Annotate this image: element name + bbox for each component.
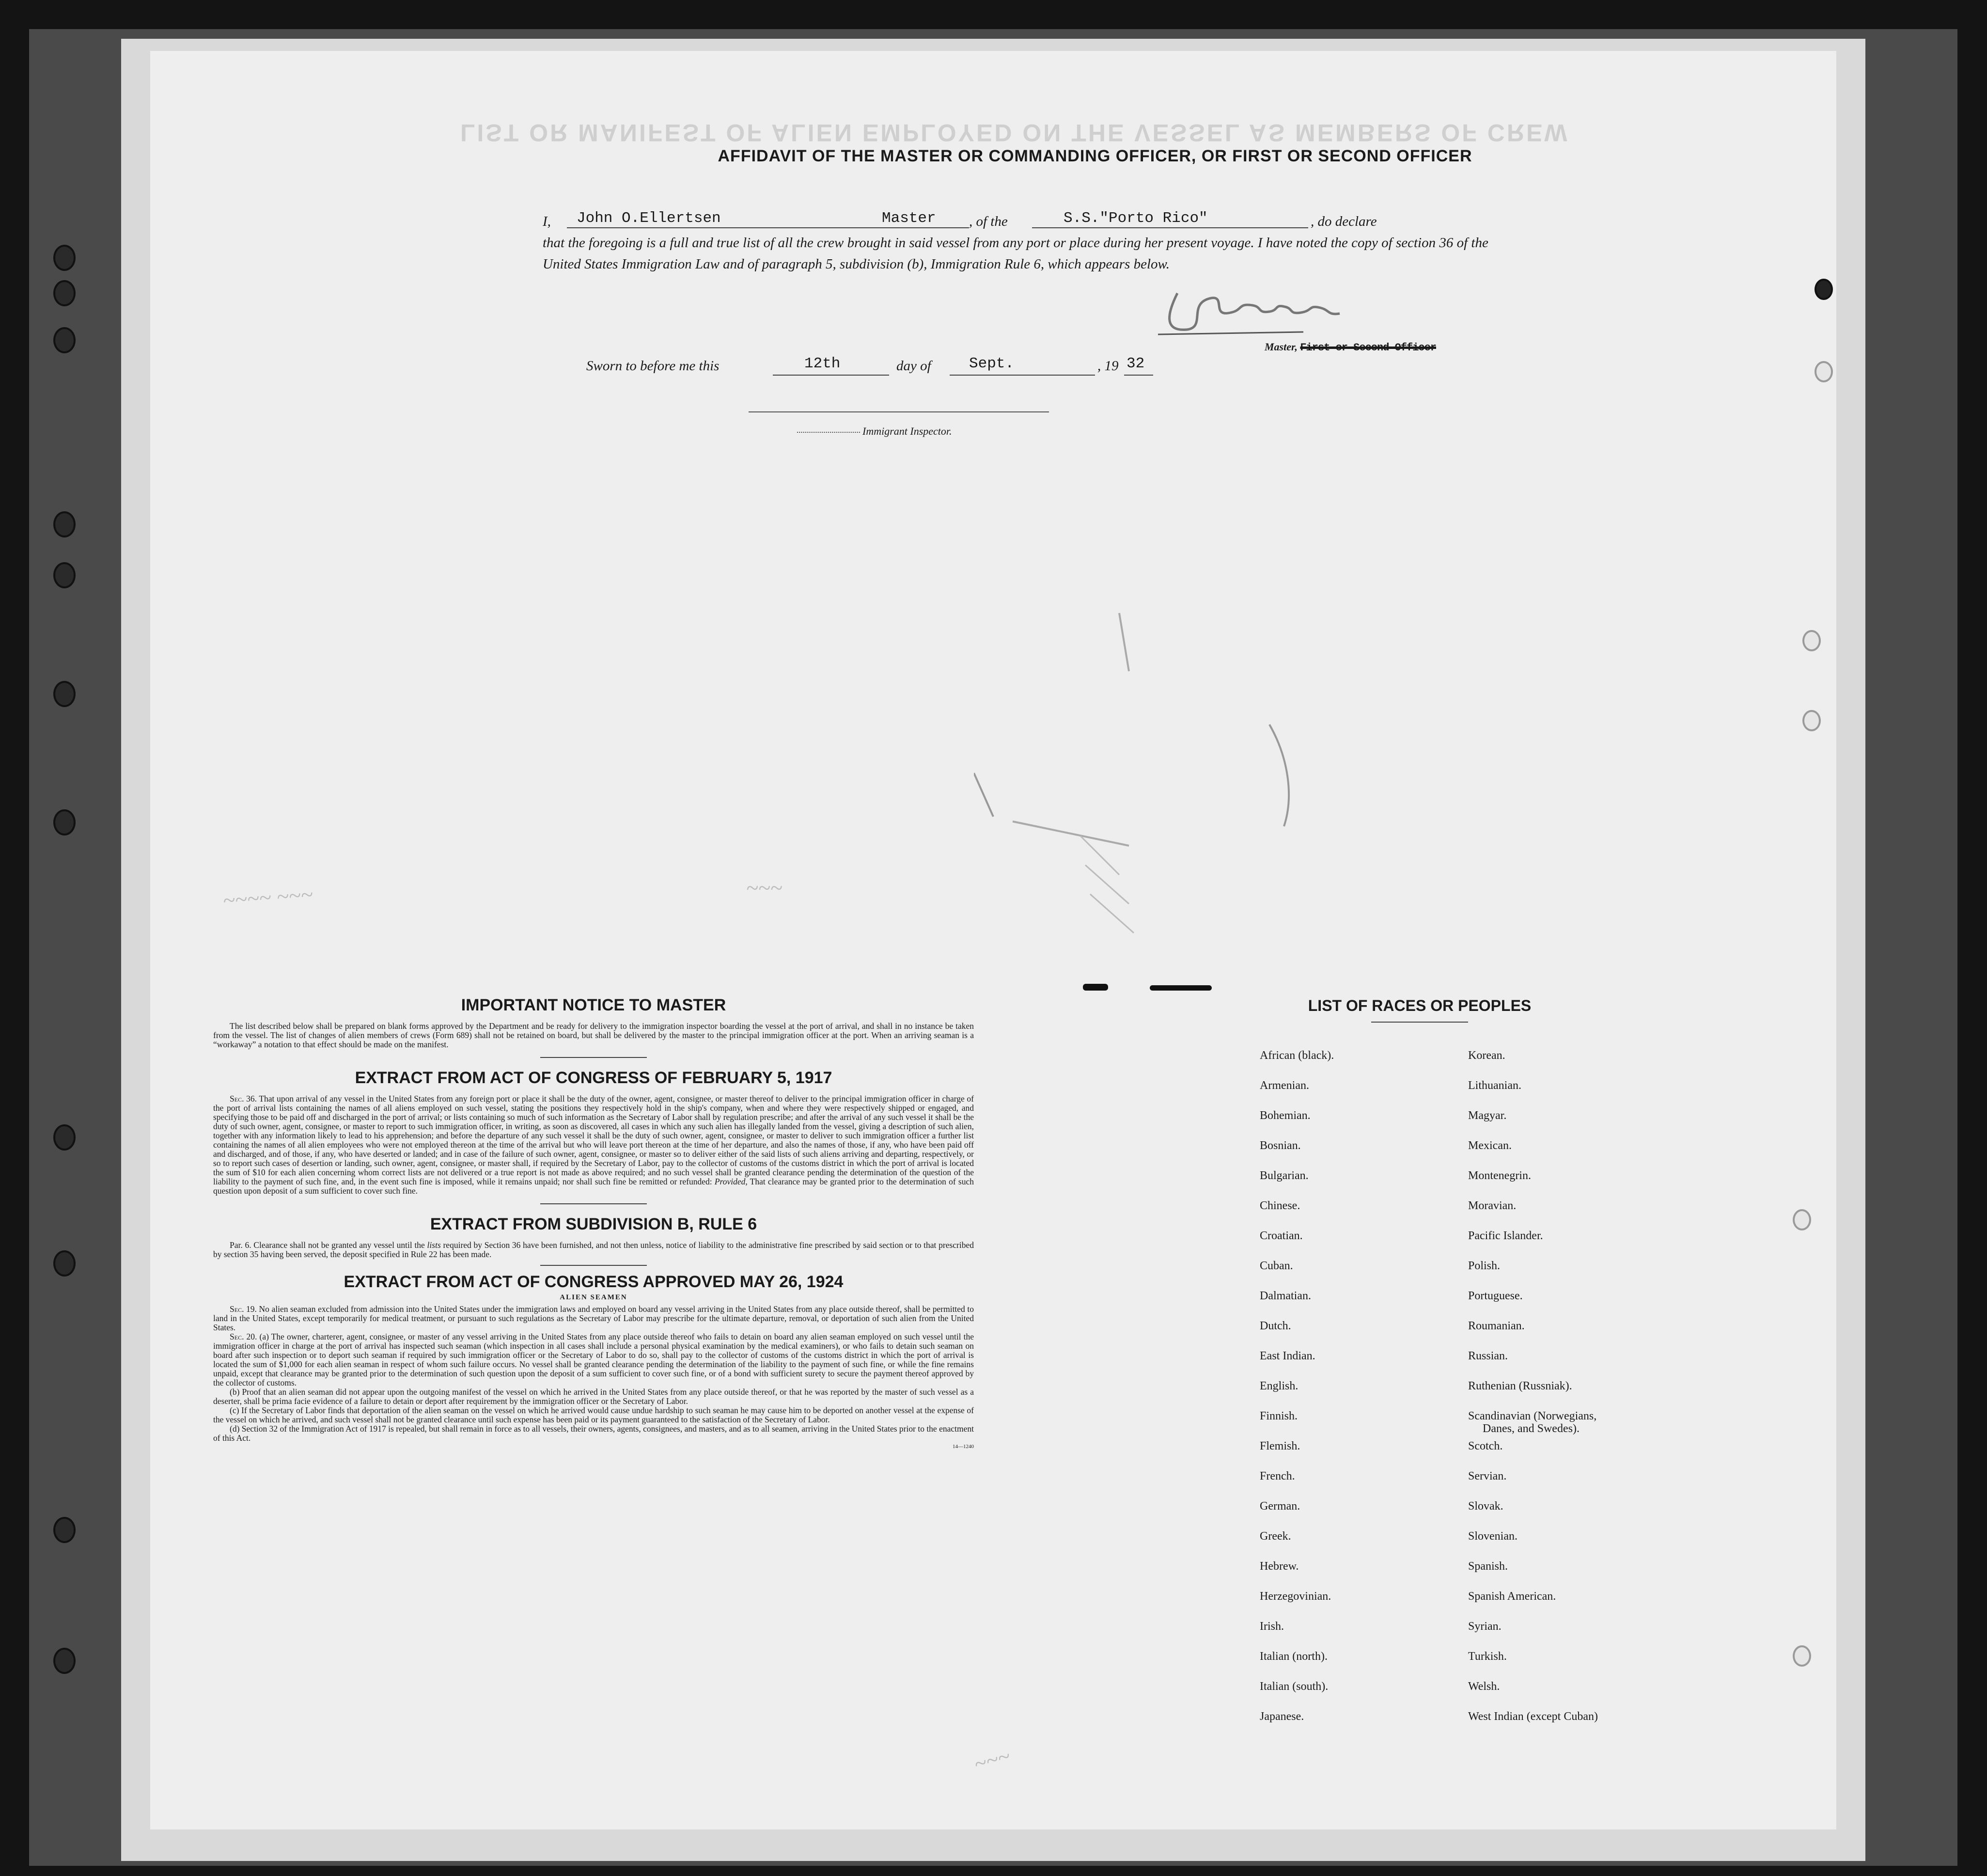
race-item: Korean. bbox=[1468, 1049, 1505, 1062]
punch-hole bbox=[53, 681, 76, 707]
race-item: Pacific Islander. bbox=[1468, 1230, 1543, 1242]
race-item: Spanish. bbox=[1468, 1560, 1508, 1573]
race-item: Japanese. bbox=[1260, 1710, 1304, 1723]
race-item: Bosnian. bbox=[1260, 1139, 1301, 1152]
races-right-column bbox=[1468, 1049, 1598, 1740]
bleed-through-heading: LIST OR MANIFEST OF ALIEN EMPLOYED ON THE VESSEL AS MEMBERS OF CREW bbox=[460, 119, 1569, 146]
race-item: Scotch. bbox=[1468, 1440, 1503, 1452]
declaration-do-declare: , do declare bbox=[1311, 214, 1377, 229]
race-item: Spanish American. bbox=[1468, 1590, 1556, 1603]
section-rule bbox=[540, 1265, 647, 1266]
sworn-label: Sworn to before me this bbox=[586, 358, 720, 374]
sec-20a-text bbox=[213, 1332, 974, 1387]
race-item: Bohemian. bbox=[1260, 1109, 1311, 1122]
race-item: Cuban. bbox=[1260, 1260, 1293, 1272]
race-item: Italian (south). bbox=[1260, 1680, 1329, 1693]
extract-1917-text bbox=[213, 1094, 974, 1196]
race-item: Mexican. bbox=[1468, 1139, 1512, 1152]
sworn-day-of: day of bbox=[896, 358, 931, 374]
rule6-text-b: required by Section 36 have been furnished, and not then unless, notice of liability to the administrative fine prescribed by said section or to that prescribed by section 35 having been served, the deposit specified in Rule 22 has been made. bbox=[213, 1240, 974, 1259]
sworn-line bbox=[586, 355, 1410, 387]
extract-1917-title: EXTRACT FROM ACT OF CONGRESS OF FEBRUARY 5, 1917 bbox=[355, 1069, 832, 1087]
sec-20c-text: (c) If the Secretary of Labor finds that deportation of the alien seaman on the vessel on which he arrived would cause undue hardship to such seaman he may cause him to be deported on another vessel at the expense of the vessel on which he arrived, and such vessel shall not be granted clearance until such expense has been paid or its payment guaranteed to the satisfaction of the Secretary of Labor. bbox=[213, 1405, 974, 1424]
vessel-underline bbox=[1032, 227, 1308, 228]
race-item: Italian (north). bbox=[1260, 1650, 1328, 1663]
races-left-column bbox=[1260, 1049, 1334, 1740]
vessel-value: S.S."Porto Rico" bbox=[1064, 210, 1208, 227]
section-rule bbox=[540, 1057, 647, 1058]
race-item: Montenegrin. bbox=[1468, 1169, 1531, 1182]
race-item: Bulgarian. bbox=[1260, 1169, 1309, 1182]
races-rule bbox=[1371, 1022, 1468, 1023]
race-item: Moravian. bbox=[1468, 1199, 1517, 1212]
sworn-day-value: 12th bbox=[804, 355, 841, 372]
race-item: Croatian. bbox=[1260, 1230, 1303, 1242]
declaration-of-the: , of the bbox=[969, 214, 1008, 229]
sec-36-label: Sec. 36. bbox=[230, 1094, 257, 1104]
race-item: English. bbox=[1260, 1380, 1299, 1392]
binder-ring bbox=[1802, 630, 1821, 651]
races-title: LIST OF RACES OR PEOPLES bbox=[1308, 997, 1532, 1014]
form-code: 14—1240 bbox=[953, 1444, 974, 1450]
notice-title: IMPORTANT NOTICE TO MASTER bbox=[461, 996, 726, 1014]
punch-hole bbox=[53, 1124, 76, 1151]
pencil-annotation: ~~~ bbox=[971, 1743, 1013, 1777]
race-item: Chinese. bbox=[1260, 1199, 1300, 1212]
legal-notices bbox=[213, 996, 974, 1450]
race-item: Flemish. bbox=[1260, 1440, 1300, 1452]
declaration-i: I, bbox=[543, 214, 551, 229]
race-item: Armenian. bbox=[1260, 1079, 1309, 1092]
year-underline bbox=[1124, 375, 1153, 376]
rule6-lists-word: lists bbox=[427, 1240, 441, 1250]
name-underline bbox=[567, 227, 896, 228]
provided-word: Provided, bbox=[714, 1177, 748, 1186]
sec-19-label: Sec. 19. bbox=[230, 1304, 257, 1314]
section-rule bbox=[540, 1203, 647, 1204]
manifest-page bbox=[150, 51, 1836, 1829]
inspector-dotted-line bbox=[797, 432, 860, 433]
race-item: Ruthenian (Russniak). bbox=[1468, 1380, 1572, 1392]
punch-hole bbox=[53, 280, 76, 306]
day-underline bbox=[773, 375, 889, 376]
sworn-year-value: 32 bbox=[1126, 355, 1145, 372]
rank-value: Master bbox=[882, 210, 936, 227]
race-item: Hebrew. bbox=[1260, 1560, 1299, 1573]
punch-hole bbox=[53, 327, 76, 353]
race-item-scandinavian bbox=[1468, 1410, 1598, 1440]
rule6-text bbox=[213, 1241, 974, 1259]
binder-ring bbox=[1802, 710, 1821, 731]
master-name-value: John O.Ellertsen bbox=[577, 210, 721, 227]
rule6-title: EXTRACT FROM SUBDIVISION B, RULE 6 bbox=[430, 1215, 757, 1233]
sec-19-body: No alien seaman excluded from admission into the United States under the immigration laws and employed on board any vessel arriving in the United States from any place outside thereof, shall be permitted to land in the United States, except temporarily for medical treatment, or pursuant to such regulations as the Secretary of Labor may prescribe for the ultimate departure, removal, or deportation of such alien from the United States. bbox=[213, 1304, 974, 1332]
sworn-month-value: Sept. bbox=[969, 355, 1015, 372]
race-item: Polish. bbox=[1468, 1260, 1501, 1272]
affidavit-title: AFFIDAVIT OF THE MASTER OR COMMANDING OFFICER, OR FIRST OR SECOND OFFICER bbox=[718, 147, 1472, 165]
declaration bbox=[543, 211, 1492, 275]
pencil-annotation: ~~~ bbox=[746, 875, 782, 900]
race-item: Slovenian. bbox=[1468, 1530, 1518, 1543]
sec-36-body: That upon arrival of any vessel in the United States from any foreign port or place it shall be the duty of the owner, agent, consignee, or master thereof to deliver to the principal immigration officer in charge of the port of arrival lists containing the names of all aliens employed on such vessel, stating the positions they respectively hold in the ship's company, when and where they were respectively shipped or engaged, and specifying those to be paid off and discharged in the port of arrival; or lists containing so much of such information as the Secretary of Labor shall by regulation prescribe; and after the arrival of any such vessel it shall be the duty of such owner, agent, consignee, or master to report to such immigration officer, in writing, as soon as discovered, all cases in which any such alien has illegally landed from the vessel, giving a description of such alien, together with any information likely to lead to his apprehension; and before the departure of any such vessel it shall be the duty of such owner, agent, consignee, or master to deliver to such immigration officer a further list containing the names of all alien employees who were not employed thereon at the time of the arrival but who will leave port thereon at the time of her departure, and also the names of those, if any, who have been paid off and discharged, and of those, if any, who have deserted or landed; and in case of the failure of such owner, agent, consignee, or master so to deliver either of the said lists of such aliens arriving and departing, respectively, or so to report such cases of desertion or landing, such owner, agent, consignee, or master shall, if required by the Secretary of Labor, pay to the collector of customs of the customs district in which the port of arrival is located the sum of $10 for each alien concerning whom correct lists are not delivered or a true report is not made as above required; and no such vessel shall be granted clearance pending the determination of the question of the liability to the payment of such fine, and, in the event such fine is imposed, while it remains unpaid; nor shall such fine be remitted or refunded: bbox=[213, 1094, 974, 1186]
binder-ring bbox=[1815, 361, 1833, 382]
rank-underline bbox=[867, 227, 969, 228]
sec-20d-text: (d) Section 32 of the Immigration Act of 1917 is repealed, but shall remain in force as to all vessels, their owners, agents, consignees, and masters, and as to all seamen, arriving in the United States prior to the enactment of this Act. bbox=[213, 1424, 974, 1443]
race-item: Dutch. bbox=[1260, 1320, 1291, 1332]
pencil-annotation: ~~~~ ~~~ bbox=[222, 882, 314, 913]
race-item: African (black). bbox=[1260, 1049, 1334, 1062]
race-item: Syrian. bbox=[1468, 1620, 1502, 1633]
notice-text: The list described below shall be prepared on blank forms approved by the Department and be ready for delivery to the immigration inspector boarding the vessel at the port of arrival, and shall in no instance be taken from the vessel. The list of changes of alien members of crews (Form 689) shall not be retained on board, but shall be delivered by the master to the principal immigration officer at the port. When an arriving seaman is a “workaway” a notation to that effect should be made on the manifest. bbox=[213, 1021, 974, 1049]
punch-hole bbox=[53, 809, 76, 836]
signature-caption-master: Master, bbox=[1265, 341, 1298, 353]
alien-seamen-subtitle: ALIEN SEAMEN bbox=[560, 1293, 627, 1301]
race-item: Magyar. bbox=[1468, 1109, 1507, 1122]
month-underline bbox=[950, 375, 1095, 376]
signature-caption bbox=[1265, 341, 1436, 354]
race-item: Servian. bbox=[1468, 1470, 1507, 1482]
race-item: Turkish. bbox=[1468, 1650, 1507, 1663]
sworn-year-prefix: , 19 bbox=[1097, 358, 1119, 374]
binder-ring bbox=[1793, 1209, 1811, 1230]
race-scandinavian-line1: Scandinavian (Norwegians, bbox=[1468, 1410, 1597, 1422]
inspector-signature-line bbox=[749, 411, 1049, 412]
ink-blot bbox=[1083, 984, 1108, 991]
declaration-fill-line bbox=[543, 211, 1492, 232]
race-item: Finnish. bbox=[1260, 1410, 1298, 1422]
punch-hole bbox=[53, 245, 76, 271]
pencil-marks bbox=[974, 584, 1604, 1020]
races-list bbox=[1177, 997, 1662, 1723]
race-item: Roumanian. bbox=[1468, 1320, 1525, 1332]
race-item: Greek. bbox=[1260, 1530, 1291, 1543]
race-item: Russian. bbox=[1468, 1350, 1508, 1362]
race-item: French. bbox=[1260, 1470, 1295, 1482]
sec-20a-body: (a) The owner, charterer, agent, consignee, or master of any vessel arriving in the United States from any place outside thereof who fails to detain on board any alien seaman employed on such vessel until the immigration officer in charge at the port of arrival has inspected such seaman (which inspection in all cases shall include a personal physical examination by the medical examiners), or who fails to detain such seaman on board after such inspection or to deport such seaman if required by such immigration officer or the Secretary of Labor to do so, shall pay to the collector of customs of the customs district in which the port of arrival is located the sum of $1,000 for each alien seaman in respect of whom such failure occurs. No vessel shall be granted clearance pending the determination of the liability to the payment of such fine, or while the fine remains unpaid, except that clearance may be granted prior to the determination of such question upon the deposit of a sum sufficient to cover such fine, or of a bond with sufficient surety to secure the payment thereof approved by the collector of customs. bbox=[213, 1332, 974, 1387]
signature-struck-title: First or Second Officer bbox=[1300, 342, 1437, 354]
rule6-text-a: Par. 6. Clearance shall not be granted any vessel until the bbox=[230, 1240, 425, 1250]
inspector-caption: Immigrant Inspector. bbox=[862, 425, 952, 437]
ink-blot bbox=[1150, 985, 1212, 991]
punch-hole bbox=[53, 562, 76, 588]
race-item: German. bbox=[1260, 1500, 1300, 1513]
race-item: Irish. bbox=[1260, 1620, 1284, 1633]
race-item: Herzegovinian. bbox=[1260, 1590, 1331, 1603]
punch-hole bbox=[53, 1517, 76, 1543]
race-scandinavian-line2: Danes, and Swedes). bbox=[1483, 1422, 1580, 1435]
binder-ring bbox=[1815, 279, 1833, 300]
punch-hole bbox=[53, 511, 76, 537]
race-item: Welsh. bbox=[1468, 1680, 1500, 1693]
declaration-body: that the foregoing is a full and true list of all the crew brought in said vessel from any port or place during her present voyage. I have noted the copy of section 36 of the United States Immigration Law and of paragraph 5, subdivision (b), Immigration Rule 6, which appears below. bbox=[543, 235, 1488, 272]
sec-20-label: Sec. 20. bbox=[230, 1332, 257, 1341]
race-item: Portuguese. bbox=[1468, 1290, 1523, 1302]
sec-20b-text: (b) Proof that an alien seaman did not appear upon the outgoing manifest of the vessel on which he arrived in the United States from any place outside thereof, or that he was reported by the master of such vessel as a deserter, shall be prima facie evidence of a failure to detain or deport after requirement by the immigration officer or the Secretary of Labor. bbox=[213, 1387, 974, 1406]
punch-hole bbox=[53, 1648, 76, 1674]
punch-hole bbox=[53, 1250, 76, 1277]
binder-ring bbox=[1793, 1645, 1811, 1667]
race-item: East Indian. bbox=[1260, 1350, 1315, 1362]
race-item: Dalmatian. bbox=[1260, 1290, 1311, 1302]
race-item: Lithuanian. bbox=[1468, 1079, 1521, 1092]
race-item: West Indian (except Cuban) bbox=[1468, 1710, 1598, 1723]
extract-1924-title: EXTRACT FROM ACT OF CONGRESS APPROVED MAY 26, 1924 bbox=[344, 1273, 844, 1291]
sec-36-end: That clearance may be granted prior to the determination of such question upon deposit of a sum sufficient to cover such fine. bbox=[213, 1177, 974, 1196]
sec-19-text bbox=[213, 1305, 974, 1332]
race-item: Slovak. bbox=[1468, 1500, 1503, 1513]
master-signature bbox=[1158, 284, 1366, 342]
